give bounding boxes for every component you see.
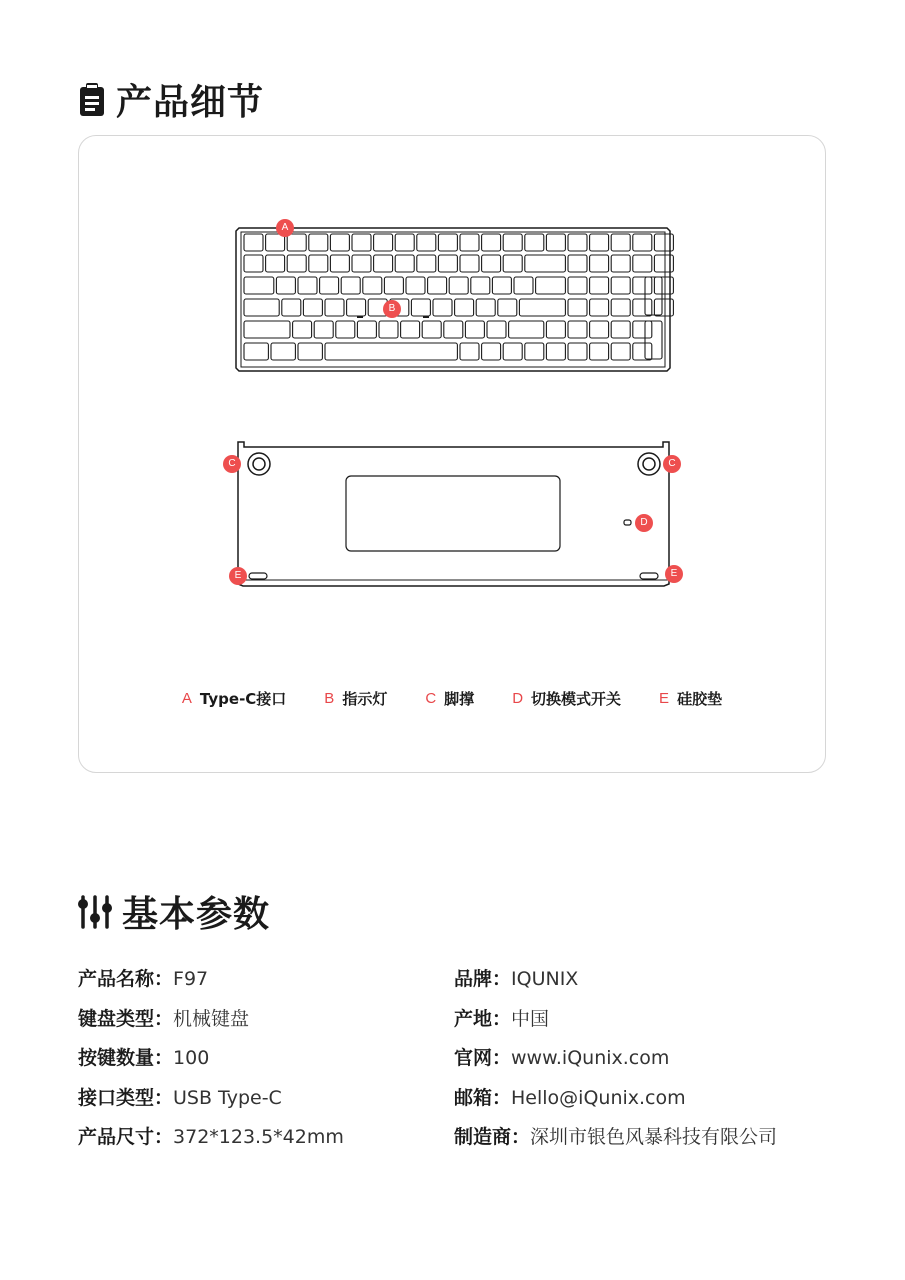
key-outline xyxy=(444,321,463,338)
param-row xyxy=(454,1039,777,1079)
param-key: 官网： xyxy=(454,1047,512,1069)
key-outline xyxy=(320,277,339,294)
key-outline xyxy=(411,299,430,316)
param-row xyxy=(454,960,777,1000)
key-outline xyxy=(611,255,630,272)
key-outline xyxy=(244,321,290,338)
params-title-text: 基本参数 xyxy=(122,894,271,935)
key-outline xyxy=(568,343,587,360)
param-value: 中国 xyxy=(511,1007,550,1030)
marker-c-left: C xyxy=(223,455,241,473)
param-column-left xyxy=(78,960,344,1158)
param-key: 接口类型： xyxy=(78,1086,174,1109)
param-value: F97 xyxy=(173,968,209,990)
key-outline xyxy=(503,234,522,251)
key-outline xyxy=(309,255,328,272)
keyboard-top-view xyxy=(236,228,673,371)
key-outline xyxy=(633,255,652,272)
key-outline xyxy=(590,234,609,251)
key-outline xyxy=(287,255,306,272)
key-outline xyxy=(298,343,322,360)
legend-item xyxy=(512,688,621,709)
sliders-icon xyxy=(78,894,112,930)
key-outline xyxy=(314,321,333,338)
key-outline xyxy=(633,343,652,360)
key-outline xyxy=(330,234,349,251)
key-outline xyxy=(492,277,511,294)
key-outline xyxy=(347,299,366,316)
legend-letter: E xyxy=(659,690,670,707)
param-value: 深圳市银色风暴科技有限公司 xyxy=(530,1126,778,1148)
key-outline xyxy=(363,277,382,294)
key-outline xyxy=(546,321,565,338)
param-value: USB Type-C xyxy=(173,1086,282,1109)
key-outline xyxy=(449,277,468,294)
key-outline xyxy=(525,343,544,360)
key-outline xyxy=(633,321,652,338)
key-outline xyxy=(633,277,652,294)
key-outline xyxy=(590,343,609,360)
key-outline xyxy=(428,277,447,294)
key-outline xyxy=(406,277,425,294)
key-outline xyxy=(568,299,587,316)
params-section-title xyxy=(78,886,270,937)
key-outline xyxy=(244,234,263,251)
key-outline xyxy=(611,299,630,316)
param-value: 机械键盘 xyxy=(173,1007,250,1030)
param-column-right xyxy=(454,960,777,1158)
key-outline xyxy=(433,299,452,316)
key-outline xyxy=(514,277,533,294)
legend-item xyxy=(324,688,387,709)
key-outline xyxy=(482,343,501,360)
key-outline xyxy=(476,299,495,316)
key-outline xyxy=(633,234,652,251)
key-outline xyxy=(276,277,295,294)
key-outline xyxy=(482,234,501,251)
key-outline xyxy=(487,321,506,338)
key-outline xyxy=(282,299,301,316)
key-outline xyxy=(590,321,609,338)
param-value: 100 xyxy=(173,1047,210,1069)
param-key: 按键数量： xyxy=(78,1047,174,1069)
param-row xyxy=(78,1039,344,1079)
param-key: 邮箱： xyxy=(454,1086,512,1109)
legend-item xyxy=(659,688,722,709)
key-outline xyxy=(611,321,630,338)
clipboard-icon xyxy=(78,83,106,117)
key-outline xyxy=(611,343,630,360)
key-outline xyxy=(341,277,360,294)
marker-a: A xyxy=(276,219,294,237)
legend-label: Type-C接口 xyxy=(199,690,287,708)
key-outline xyxy=(266,255,285,272)
key-outline xyxy=(395,234,414,251)
param-row xyxy=(454,1079,777,1119)
key-outline xyxy=(374,255,393,272)
keyboard-diagram xyxy=(79,136,827,774)
key-outline xyxy=(287,234,306,251)
legend-letter: A xyxy=(181,690,192,707)
key-outline xyxy=(460,255,479,272)
marker-c-right: C xyxy=(663,455,681,473)
param-value: www.iQunix.com xyxy=(511,1047,670,1069)
key-outline xyxy=(590,277,609,294)
param-key: 产品尺寸： xyxy=(78,1126,174,1148)
key-outline xyxy=(325,299,344,316)
param-key: 产地： xyxy=(454,1007,512,1030)
key-outline xyxy=(438,255,457,272)
legend-item xyxy=(182,688,286,709)
key-outline xyxy=(611,234,630,251)
keyboard-bottom-view xyxy=(238,442,669,586)
legend-item xyxy=(425,688,474,709)
key-outline xyxy=(568,255,587,272)
key-outline xyxy=(244,255,263,272)
key-outline xyxy=(568,277,587,294)
key-outline xyxy=(303,299,322,316)
key-outline xyxy=(546,343,565,360)
legend-label: 指示灯 xyxy=(342,690,388,708)
key-outline xyxy=(293,321,312,338)
key-outline xyxy=(309,234,328,251)
key-outline xyxy=(379,321,398,338)
key-outline xyxy=(503,343,522,360)
key-outline xyxy=(546,234,565,251)
key-outline xyxy=(352,255,371,272)
legend-letter: D xyxy=(512,690,524,707)
legend-label: 硅胶垫 xyxy=(677,690,723,708)
key-outline xyxy=(482,255,501,272)
key-outline xyxy=(374,234,393,251)
param-row xyxy=(78,1000,344,1040)
key-outline xyxy=(460,234,479,251)
key-outline xyxy=(244,343,268,360)
param-row xyxy=(454,1000,777,1040)
key-outline xyxy=(401,321,420,338)
detail-title-text: 产品细节 xyxy=(116,82,265,123)
param-key: 品牌： xyxy=(454,968,512,990)
key-outline xyxy=(611,277,630,294)
marker-e-left: E xyxy=(229,567,247,585)
param-row xyxy=(454,1118,777,1158)
key-outline xyxy=(325,343,457,360)
param-row xyxy=(78,960,344,1000)
key-outline xyxy=(417,255,436,272)
param-value: IQUNIX xyxy=(511,968,579,990)
key-outline xyxy=(568,234,587,251)
param-value: 372*123.5*42mm xyxy=(173,1126,344,1148)
key-outline xyxy=(244,277,274,294)
key-outline xyxy=(568,321,587,338)
key-outline xyxy=(352,234,371,251)
key-outline xyxy=(498,299,517,316)
key-outline xyxy=(422,321,441,338)
key-outline xyxy=(455,299,474,316)
key-outline xyxy=(590,255,609,272)
key-outline xyxy=(509,321,544,338)
marker-d: D xyxy=(635,514,653,532)
key-outline xyxy=(438,234,457,251)
key-outline xyxy=(395,255,414,272)
key-outline xyxy=(471,277,490,294)
marker-b: B xyxy=(383,300,401,318)
legend-letter: C xyxy=(425,690,437,707)
detail-section-title xyxy=(78,74,264,125)
param-key: 键盘类型： xyxy=(78,1007,174,1030)
key-outline xyxy=(525,255,566,272)
key-outline xyxy=(244,299,279,316)
legend-label: 脚撑 xyxy=(444,690,475,708)
key-outline xyxy=(525,234,544,251)
param-value: Hello@iQunix.com xyxy=(511,1086,686,1109)
param-key: 制造商： xyxy=(454,1126,531,1148)
key-outline xyxy=(357,321,376,338)
key-outline xyxy=(633,299,652,316)
key-outline xyxy=(460,343,479,360)
legend-letter: B xyxy=(324,690,335,707)
marker-e-right: E xyxy=(665,565,683,583)
legend-label: 切换模式开关 xyxy=(531,690,622,708)
key-outline xyxy=(519,299,565,316)
param-row xyxy=(78,1118,344,1158)
key-outline xyxy=(590,299,609,316)
key-outline xyxy=(465,321,484,338)
key-outline xyxy=(271,343,295,360)
legend xyxy=(79,688,825,709)
key-outline xyxy=(536,277,566,294)
key-outline xyxy=(417,234,436,251)
param-key: 产品名称： xyxy=(78,968,174,990)
key-outline xyxy=(384,277,403,294)
key-outline xyxy=(503,255,522,272)
key-outline xyxy=(330,255,349,272)
key-outline xyxy=(298,277,317,294)
product-detail-card xyxy=(78,135,826,773)
key-outline-tall xyxy=(645,277,662,315)
key-outline-tall xyxy=(645,321,662,359)
param-row xyxy=(78,1079,344,1119)
key-outline xyxy=(336,321,355,338)
